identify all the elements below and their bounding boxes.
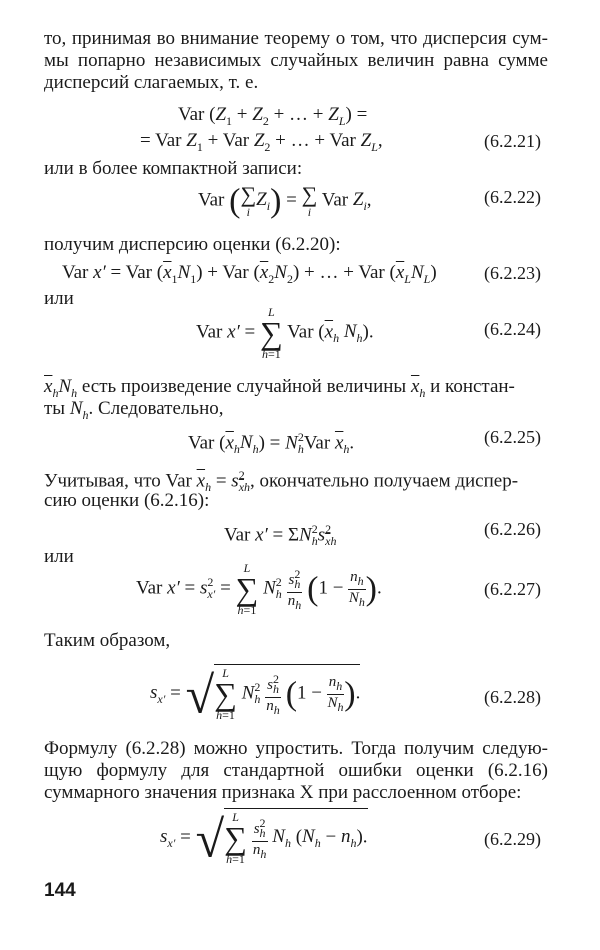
- equation-6-2-23: Var x′ = Var $(\overline{x}_1N_1)$ + Var $(\overline{x}_2N_2)$ + … + Var $(\overline{x}_LN_L)$: [62, 262, 437, 286]
- text-line: то, принимая во внимание теорему о том, что дисперсия сум-: [44, 28, 548, 49]
- equation-number: (6.2.29): [484, 829, 541, 849]
- text-line: или в более компактной записи:: [44, 158, 303, 179]
- text-line: дисперсий слагаемых, т. е.: [44, 72, 259, 93]
- equation-6-2-21-line2: = Var $Z_1$ + Var $Z_2$ + … + Var $Z_L$,: [140, 130, 383, 154]
- text-line: получим дисперсию оценки (6.2.20):: [44, 234, 341, 255]
- equation-number: (6.2.23): [484, 263, 541, 283]
- text-line: Таким образом,: [44, 630, 171, 651]
- text-line: $\overline{x}_hN_h$ есть произведение случайной величины $\overline{x}_h$ и констан-: [44, 376, 515, 400]
- text-line: щую формулу для стандартной ошибки оценки (6.2.16): [44, 760, 548, 781]
- equation-number: (6.2.25): [484, 427, 541, 447]
- text-line: Учитывая, что Var $\overline{x}_h = s^2_{\overline{x}h}$, окончательно получаем диспер-: [44, 468, 519, 495]
- equation-number: (6.2.22): [484, 187, 541, 207]
- equation-number: (6.2.26): [484, 519, 541, 539]
- equation-number: (6.2.28): [484, 687, 541, 707]
- text-line: сию оценки (6.2.16):: [44, 490, 210, 511]
- equation-6-2-24: Var x′ = L ∑ h=1 Var ($\overline{x}_h$ $N_h$).: [196, 305, 374, 361]
- equation-6-2-27: Var $x' = s^2_{x'}$ = L ∑ h=1 $N^2_h$ $\frac{s^2_h}{n_h}$ (1 − $\frac{n_h}{N_h}$ ).: [136, 561, 382, 617]
- text-line: суммарного значения признака X при расслоенном отборе:: [44, 782, 522, 803]
- text-line: мы попарно независимых случайных величин равна сумме: [44, 50, 548, 71]
- text-line: Формулу (6.2.28) можно упростить. Тогда получим следую-: [44, 738, 548, 759]
- text-line: или: [44, 288, 74, 309]
- text-line: ты $N_h$. Следовательно,: [44, 398, 224, 422]
- equation-6-2-21-line1: Var ($Z_1 + Z_2$ + … + $Z_L$) =: [178, 104, 368, 128]
- equation-6-2-26: Var $x' = \Sigma N^2_hs^2_{\overline{x}h}$: [224, 522, 337, 549]
- text-line: или: [44, 546, 74, 567]
- equation-6-2-28: $s_{x'}$ = √ L ∑ h=1 $N^2_h$ $\frac{s^2_h}{n_h}$ (1 − $\frac{n_h}{N_h}$ ).: [150, 666, 361, 725]
- equation-number: (6.2.21): [484, 131, 541, 151]
- equation-6-2-25: Var $(\overline{x}_hN_h) = N^2_hVar$ $\overline{x}_h$.: [188, 430, 355, 457]
- equation-6-2-29: $s_{x'}$ = √ L ∑ h=1 $\frac{s^2_h}{n_h}$ $N_h$ $(N_h - n_h)$.: [160, 810, 368, 869]
- equation-number: (6.2.27): [484, 579, 541, 599]
- equation-6-2-22: Var ( ∑ i $Z_i$) = ∑ i Var $Z_i$,: [198, 182, 372, 220]
- page-number: 144: [44, 880, 76, 901]
- equation-number: (6.2.24): [484, 319, 541, 339]
